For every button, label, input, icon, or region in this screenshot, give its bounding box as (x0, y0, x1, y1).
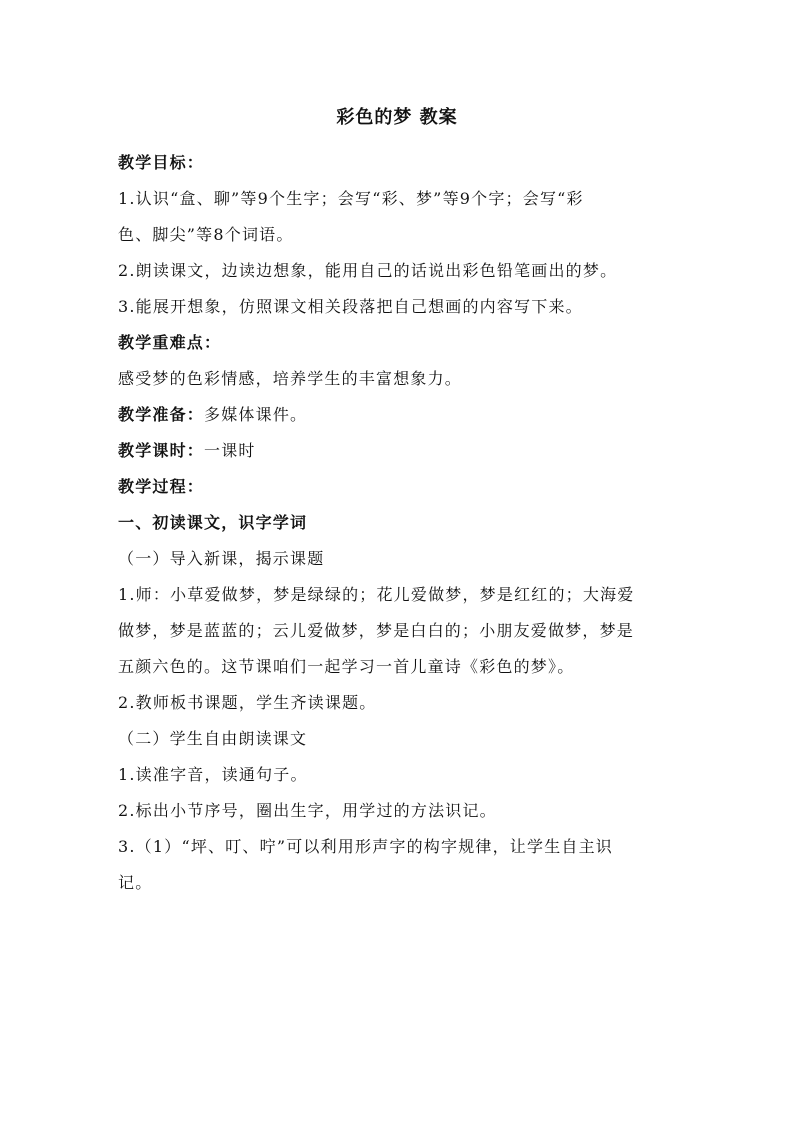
prep-row (118, 397, 678, 433)
step-1-line-1: 1.师：小草爱做梦，梦是绿绿的；花儿爱做梦，梦是红红的；大海爱 (118, 585, 635, 604)
read-3-line-2: 记。 (118, 873, 153, 892)
period-row (118, 433, 678, 469)
process-heading: 教学过程： (118, 477, 205, 496)
read-3-line-1: 3.（1）“坪、叮、咛”可以利用形声字的构字规律，让学生自主识 (118, 837, 614, 856)
goal-2: 2.朗读课文，边读边想象，能用自己的话说出彩色铅笔画出的梦。 (118, 261, 618, 280)
prep-label: 教学准备： (118, 405, 205, 424)
sub-1-heading: （一）导入新课，揭示课题 (118, 549, 325, 568)
read-2: 2.标出小节序号，圈出生字，用学过的方法识记。 (118, 801, 497, 820)
part-1-heading: 一、初读课文，识字学词 (118, 513, 308, 532)
sub-2-heading: （二）学生自由朗读课文 (118, 729, 308, 748)
step-1-line-2: 做梦，梦是蓝蓝的；云儿爱做梦，梦是白白的；小朋友爱做梦，梦是 (118, 621, 635, 640)
period-label: 教学课时： (118, 441, 205, 460)
prep-text: 多媒体课件。 (204, 405, 308, 424)
period-text: 一课时 (204, 441, 256, 460)
step-2: 2.教师板书课题，学生齐读课题。 (118, 693, 377, 712)
document-title: 彩色的梦 教案 (336, 107, 458, 128)
document-body (118, 145, 678, 901)
key-heading: 教学重难点： (118, 333, 222, 352)
step-1-line-3: 五颜六色的。这节课咱们一起学习一首儿童诗《彩色的梦》。 (118, 657, 575, 676)
read-1: 1.读准字音，读通句子。 (118, 765, 308, 784)
goal-1-line-1: 1.认识“盒、聊”等9个生字；会写“彩、梦”等9个字；会写“彩 (118, 189, 584, 208)
goal-3: 3.能展开想象，仿照课文相关段落把自己想画的内容写下来。 (118, 297, 583, 316)
goals-heading: 教学目标： (118, 153, 205, 172)
key-text: 感受梦的色彩情感，培养学生的丰富想象力。 (118, 369, 463, 388)
goal-1-line-2: 色、脚尖”等8个词语。 (118, 225, 294, 244)
